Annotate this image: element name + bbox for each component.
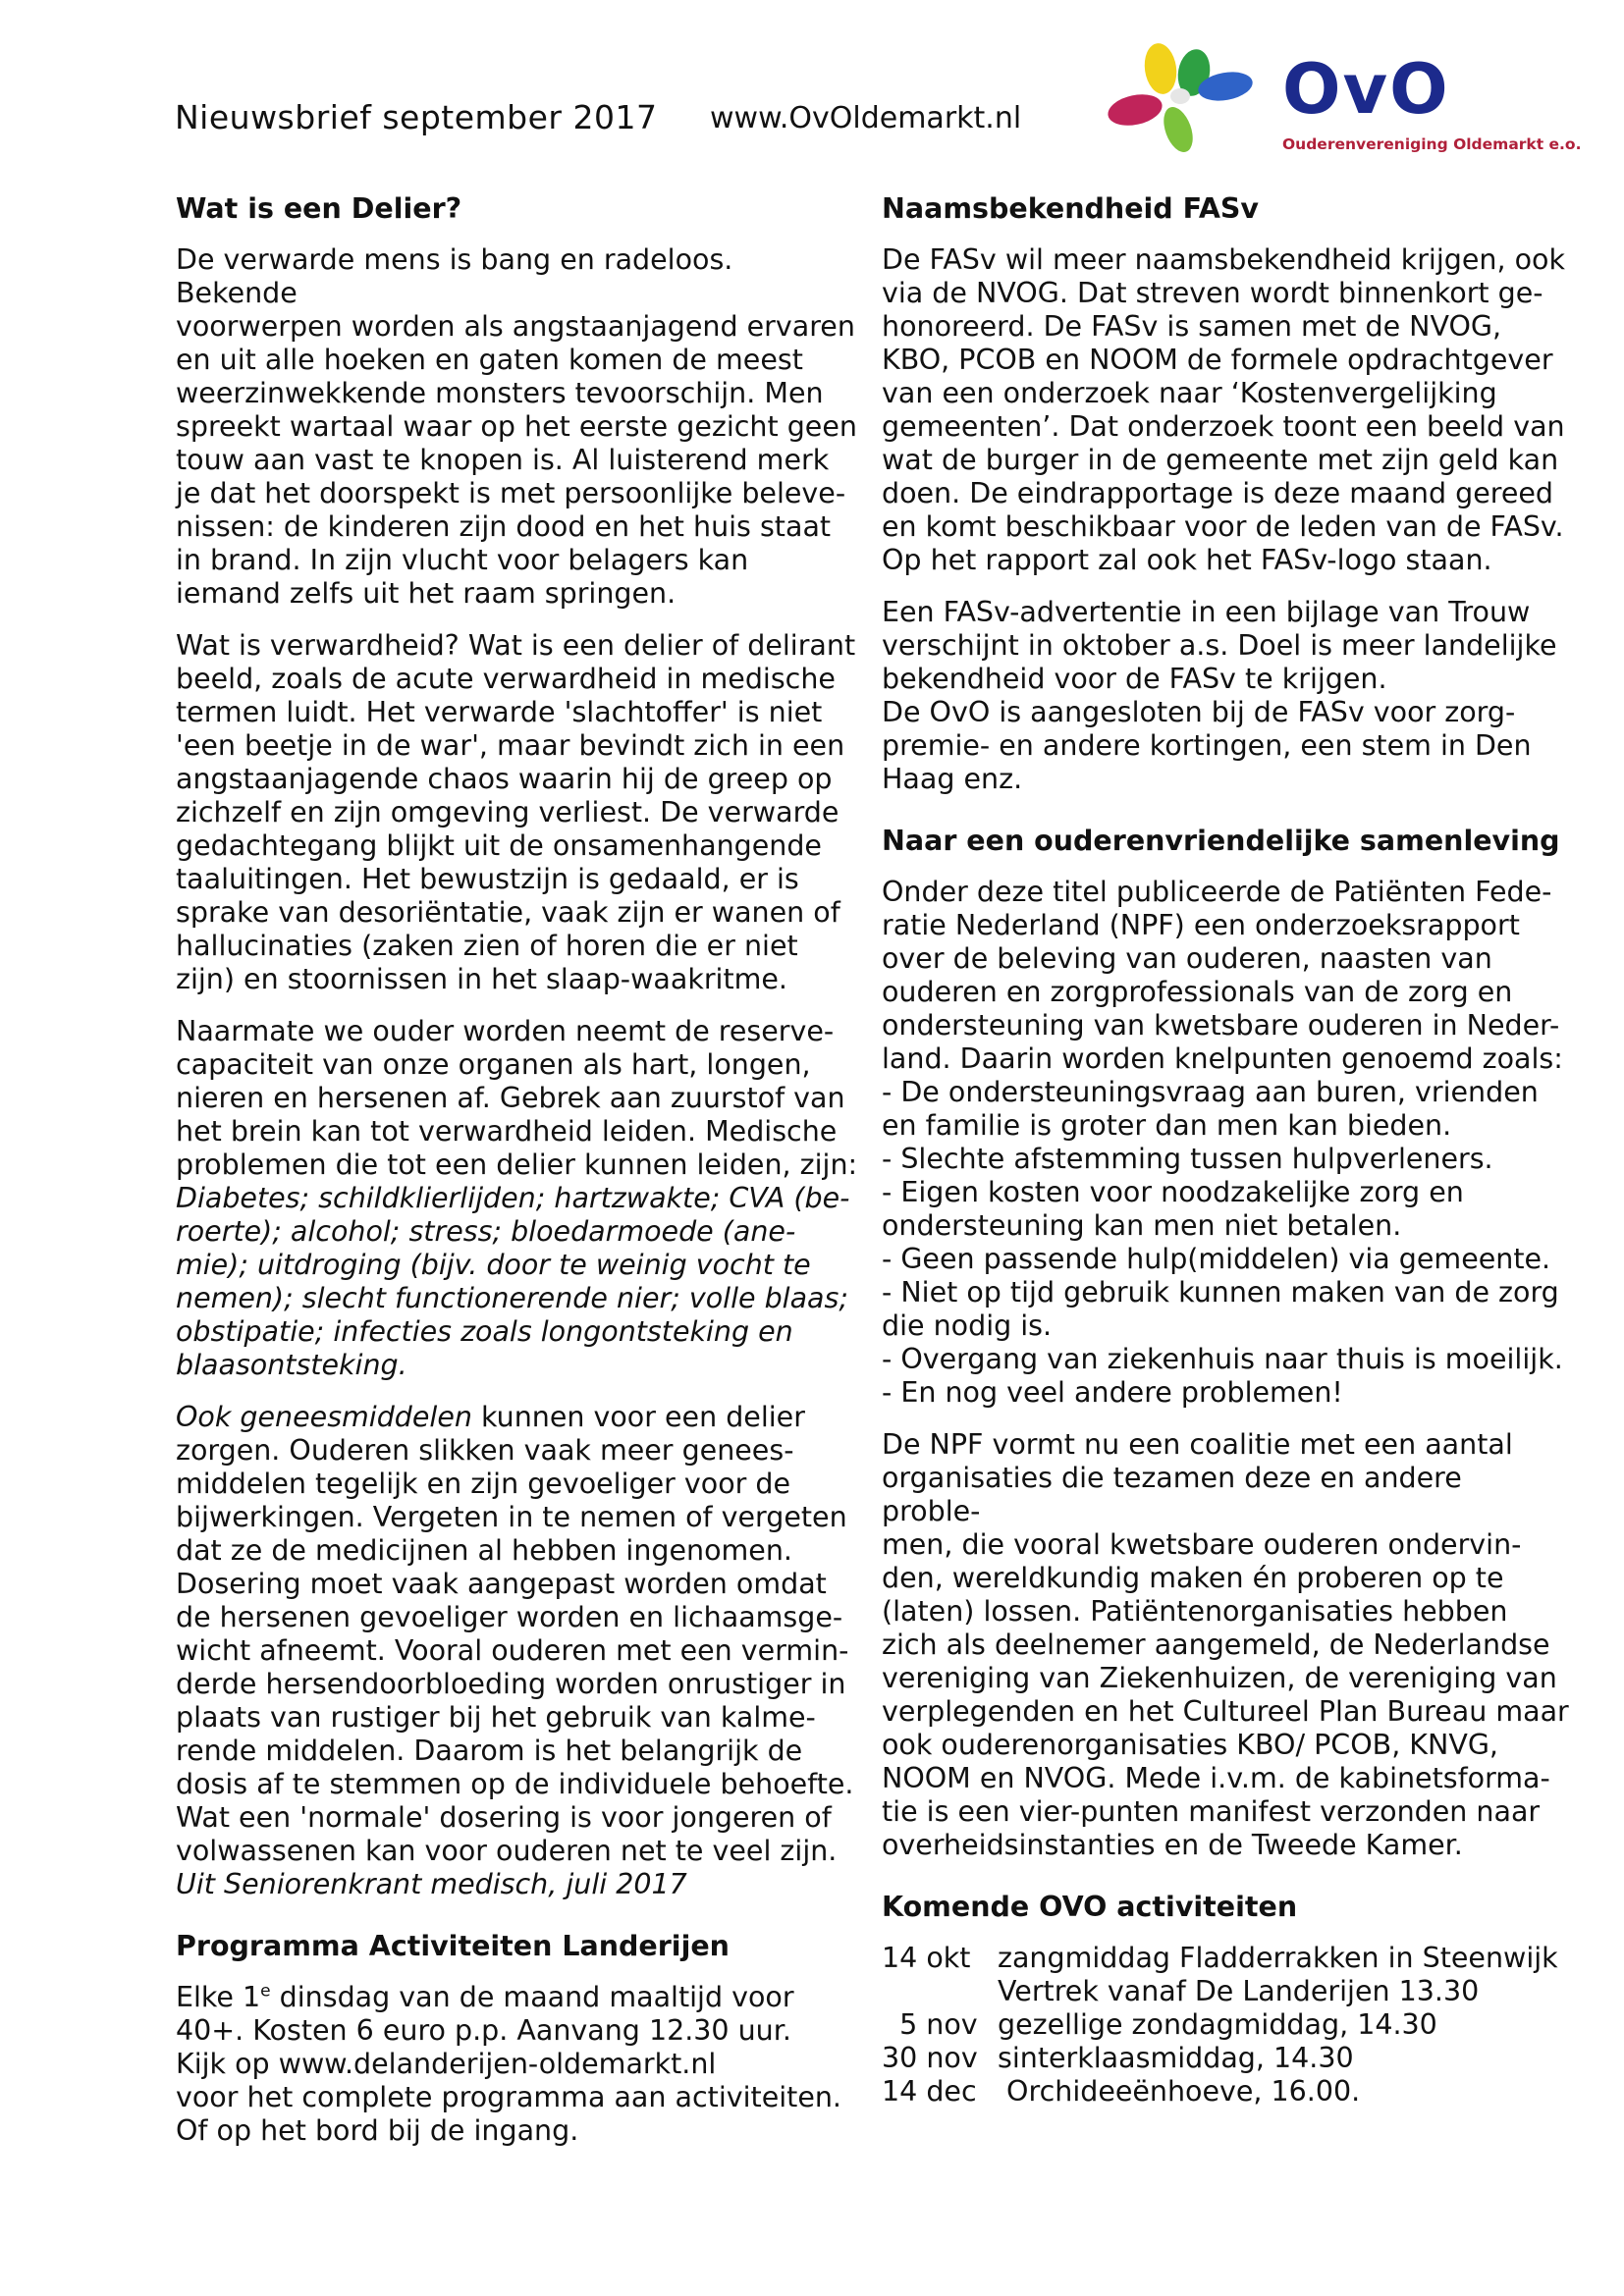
- activity-text: Orchideeënhoeve, 16.00.: [998, 2075, 1361, 2108]
- fasv-paragraph-2: Een FASv-advertentie in een bijlage van Trouw verschijnt in oktober a.s. Doel is meer landelijke bekendheid voor de FASv te krijgen. De OvO is aangesloten bij de FASv voor zorg- premie- en andere kortingen, een stem in Den Haag enz.: [882, 596, 1557, 795]
- ovo-logo: [1100, 37, 1582, 165]
- delier-paragraph-3-text: Naarmate we ouder worden neemt de reserve- capaciteit van onze organen als hart, longen, nieren en hersenen af. Gebrek aan zuurstof van het brein kan tot verwardheid leiden. Medische problemen die tot een delier kunnen leiden, zijn:: [176, 1015, 858, 1181]
- delier-paragraph-4: [176, 1401, 863, 1901]
- activity-date: 14 okt: [882, 1942, 971, 1974]
- delier-heading: Wat is een Delier?: [176, 192, 462, 225]
- website-url[interactable]: www.OvOldemarkt.nl: [710, 101, 1022, 135]
- logo-title: OvO: [1282, 49, 1450, 130]
- landerijen-paragraph: [176, 1981, 863, 2148]
- fasv-paragraph-1: De FASv wil meer naamsbekendheid krijgen, ook via de NVOG. Dat streven wordt binnenkort ge- honoreerd. De FASv is samen met de NVOG, KBO, PCOB en NOOM de formele opdrachtgever van een onderzoek naar ‘Kostenvergelijking gemeenten’. Dat onderzoek toont een beeld van wat de burger in de gemeente met zijn geld kan doen. De eindrapportage is deze maand gereed en komt beschikbaar voor de leden van de FASv. Op het rapport zal ook het FASv-logo staan.: [882, 243, 1565, 576]
- delier-paragraph-3: [176, 1015, 863, 1382]
- activity-text: Vertrek vanaf De Landerijen 13.30: [998, 1975, 1480, 2007]
- activity-text: zangmiddag Fladderrakken in Steenwijk: [998, 1942, 1558, 1974]
- activity-date: 14 dec: [882, 2075, 977, 2108]
- activity-text: sinterklaasmiddag, 14.30: [998, 2042, 1354, 2074]
- activiteiten-heading: Komende OVO activiteiten: [882, 1891, 1298, 1923]
- activities-list: [882, 1942, 1569, 2109]
- landerijen-heading: Programma Activiteiten Landerijen: [176, 1930, 730, 1962]
- activity-date: 5 nov: [882, 2008, 978, 2041]
- activity-date: [882, 1975, 998, 2008]
- delier-paragraph-1: De verwarde mens is bang en radeloos. Bekende voorwerpen worden als angstaanjagend ervaren en uit alle hoeken en gaten komen de meest weerzinwekkende monsters tevoorschijn. Men spreekt wartaal waar op het eerste gezicht geen touw aan vast te knopen is. Al luisterend merk je dat het doorspekt is met persoonlijke beleve- nissen: de kinderen zijn dood en het huis staat in brand. In zijn vlucht voor belagers kan iemand zelfs uit het raam springen.: [176, 243, 857, 610]
- delier-paragraph-4-text: kunnen voor een delier zorgen. Ouderen slikken vaak meer genees- middelen tegelijk en zijn gevoeliger voor de bijwerkingen. Vergeten in te nemen of vergeten dat ze de medicijnen al hebben ingenomen. Dosering moet vaak aangepast worden omdat de hersenen gevoeliger worden en lichaamsge- wicht afneemt. Vooral ouderen met een vermin- derde hersendoorbloeding worden onrustiger in plaats van rustiger bij het gebruik van kalme- rende middelen. Daarom is het belangrijk de dosis af te stemmen op de individuele behoefte. Wat een 'normale' dosering is voor jongeren of volwassenen kan voor ouderen net te veel zijn.: [176, 1401, 854, 1867]
- landerijen-rest: 40+. Kosten 6 euro p.p. Aanvang 12.30 uur. Kijk op www.delanderijen-oldemarkt.nl voor het complete programma aan activiteiten. Of op het bord bij de ingang.: [176, 2014, 841, 2147]
- landerijen-line1-a: Elke 1: [176, 1981, 261, 2013]
- left-column: [176, 192, 863, 2166]
- fasv-heading: Naamsbekendheid FASv: [882, 192, 1259, 225]
- landerijen-line1-b: dinsdag van de maand maaltijd voor: [270, 1981, 794, 2013]
- ouderen-paragraph-1: Onder deze titel publiceerde de Patiënten Fede- ratie Nederland (NPF) een onderzoeksrapport over de beleving van ouderen, naasten van ouderen en zorgprofessionals van de zorg en ondersteuning van kwetsbare ouderen in Neder- land. Daarin worden knelpunten genoemd zoals: - De ondersteuningsvraag aan buren, vrienden en familie is groter dan men kan bieden. - Slechte afstemming tussen hulpverleners. - Eigen kosten voor noodzakelijke zorg en ondersteuning kan men niet betalen. - Geen passende hulp(middelen) via gemeente. - Niet op tijd gebruik kunnen maken van de zorg die nodig is. - Overgang van ziekenhuis naar thuis is moeilijk. - En nog veel andere problemen!: [882, 876, 1563, 1409]
- newsletter-title: Nieuwsbrief september 2017: [175, 98, 658, 136]
- right-column: [882, 192, 1569, 2109]
- logo-subtitle: Ouderenvereniging Oldemarkt e.o.: [1282, 135, 1582, 153]
- activity-text: gezellige zondagmiddag, 14.30: [998, 2008, 1437, 2041]
- logo-balloons-icon: [1100, 37, 1276, 165]
- landerijen-superscript: e: [260, 1981, 271, 2002]
- activity-date: 30 nov: [882, 2042, 978, 2074]
- delier-paragraph-2: Wat is verwardheid? Wat is een delier of delirant beeld, zoals de acute verwardheid in medische termen luidt. Het verwarde 'slachtoffer' is niet 'een beetje in de war', maar bevindt zich in een angstaanjagende chaos waarin hij de greep op zichzelf en zijn omgeving verliest. De verwarde gedachtegang blijkt uit de onsamenhangende taaluitingen. Het bewustzijn is gedaald, er is sprake van desoriëntatie, vaak zijn er wanen of hallucinaties (zaken zien of horen die er niet zijn) en stoornissen in het slaap-waakritme.: [176, 629, 856, 995]
- delier-causes-list: Diabetes; schildklierlijden; hartzwakte; CVA (be- roerte); alcohol; stress; bloedarmoede (ane- mie); uitdroging (bijv. door te weinig vocht te nemen); slecht functionerende nier; volle blaas; obstipatie; infecties zoals longontsteking en blaasontsteking.: [176, 1182, 850, 1381]
- ouderen-heading: Naar een ouderenvriendelijke samenleving: [882, 825, 1560, 857]
- delier-source: Uit Seniorenkrant medisch, juli 2017: [176, 1868, 687, 1900]
- ouderen-paragraph-2: De NPF vormt nu een coalitie met een aantal organisaties die tezamen deze en andere proble- men, die vooral kwetsbare ouderen ondervin- den, wereldkundig maken én proberen op te (laten) lossen. Patiëntenorganisaties hebben zich als deelnemer aangemeld, de Nederlandse vereniging van Ziekenhuizen, de vereniging van verplegenden en het Cultureel Plan Bureau maar ook ouderenorganisaties KBO/ PCOB, KNVG, NOOM en NVOG. Mede i.v.m. de kabinetsforma- tie is een vier-punten manifest verzonden naar overheidsinstanties en de Tweede Kamer.: [882, 1428, 1569, 1861]
- medicines-emphasis: Ook geneesmiddelen: [176, 1401, 472, 1433]
